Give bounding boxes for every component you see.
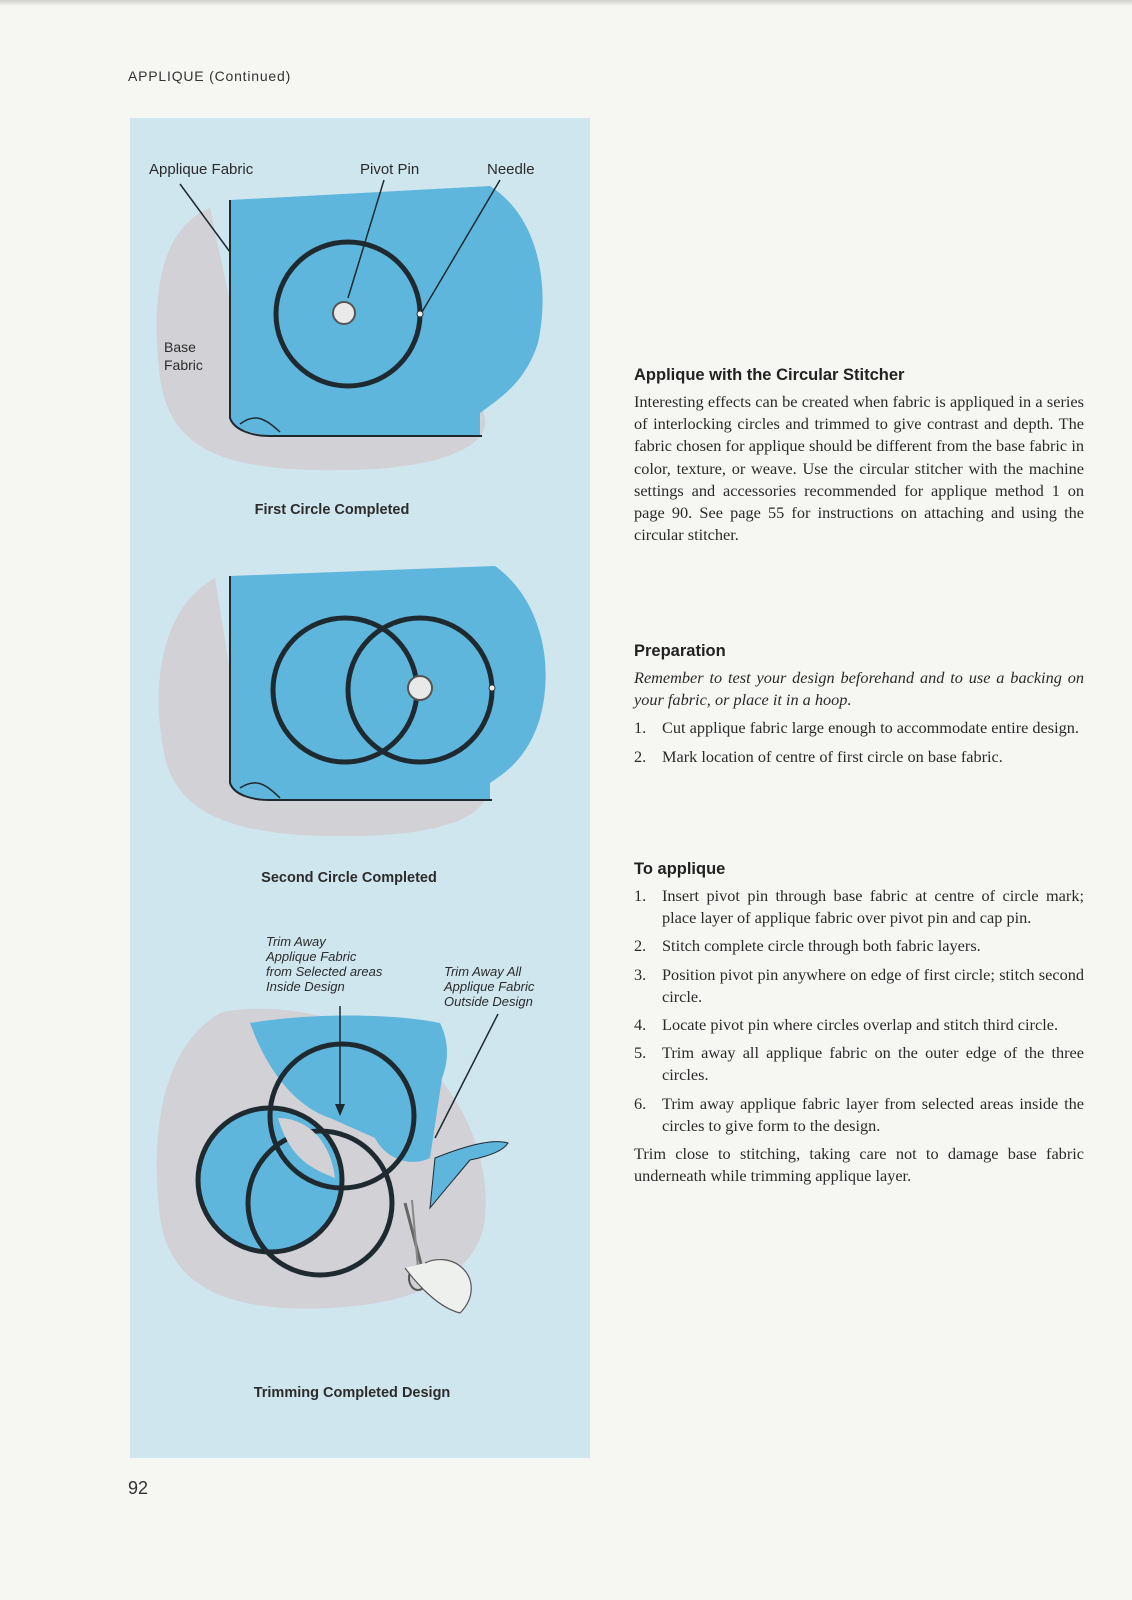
applique-illustrations	[130, 118, 590, 1458]
list-item: 4. Locate pivot pin where circles overlap and stitch third circle.	[634, 1015, 1059, 1035]
section-to-applique	[634, 860, 1084, 1187]
list-item: 2. Stitch complete circle through both fabric layers.	[634, 936, 981, 956]
label-needle: Needle	[487, 161, 535, 178]
label-trim-inside-l3: from Selected areas	[266, 964, 383, 979]
label-trim-inside-l4: Inside Design	[266, 979, 345, 994]
list-item: 3. Position pivot pin anywhere on edge of first circle; stitch second circle.	[634, 964, 1084, 1006]
page-number: 92	[128, 1478, 149, 1498]
illustration-panel	[130, 118, 590, 1458]
figure-trimming	[157, 934, 535, 1401]
caption-first-circle: First Circle Completed	[254, 502, 410, 518]
label-applique-fabric: Applique Fabric	[149, 161, 254, 178]
list-item: 2. Mark location of centre of first circle on base fabric.	[634, 746, 1003, 766]
label-trim-inside-l1: Trim Away	[266, 934, 326, 949]
heading-circular-stitcher: Applique with the Circular Stitcher	[634, 366, 905, 384]
label-base-line1: Base	[164, 339, 196, 355]
heading-to-applique: To applique	[634, 860, 726, 878]
label-trim-inside-l2: Applique Fabric	[266, 949, 357, 964]
label-base-line2: Fabric	[164, 357, 203, 373]
closing-paragraph: Trim close to stitching, taking care not to damage base fabric underneath while trimming applique layer.	[634, 1144, 1084, 1186]
label-trim-outside-l2: Applique Fabric	[444, 979, 535, 994]
pivot-pin-icon	[408, 676, 432, 700]
list-item: 5. Trim away all applique fabric on the outer edge of the three circles.	[634, 1043, 1084, 1085]
preparation-note: Remember to test your design beforehand and to use a backing on your fabric, or place it in a hoop.	[634, 668, 1084, 710]
label-trim-outside-l3: Outside Design	[444, 994, 533, 1009]
caption-trimming: Trimming Completed Design	[253, 1385, 451, 1401]
label-trim-outside-l1: Trim Away All	[444, 964, 522, 979]
figure-second-circle	[159, 566, 546, 886]
label-pivot-pin: Pivot Pin	[360, 161, 420, 178]
heading-preparation: Preparation	[634, 642, 726, 660]
list-item: 6. Trim away applique fabric layer from selected areas inside the circles to give form to the design.	[634, 1093, 1084, 1135]
running-head: APPLIQUE (Continued)	[128, 68, 292, 84]
list-item: 1. Cut applique fabric large enough to accommodate entire design.	[634, 718, 1079, 738]
paragraph-circular-stitcher: Interesting effects can be created when fabric is appliqued in a series of interlocking circles and trimmed to give contrast and depth. The fabric chosen for applique should be different from the base fabric in color, texture, or weave. Use the circular stitcher with the machine settings and accessories recommended for applique method 1 on page 90. See page 55 for instructions on attaching and using the circular stitcher.	[634, 392, 1084, 545]
top-rule	[0, 0, 1132, 6]
figure-first-circle	[149, 161, 543, 518]
section-preparation	[634, 642, 1084, 774]
section-circular-stitcher	[634, 366, 1084, 546]
list-item: 1. Insert pivot pin through base fabric at centre of circle mark; place layer of applique fabric over pivot pin and cap pin.	[634, 886, 1084, 928]
preparation-steps	[634, 717, 1084, 767]
pivot-pin-icon	[333, 302, 355, 324]
caption-second-circle: Second Circle Completed	[261, 870, 437, 886]
applique-steps	[634, 885, 1084, 1137]
